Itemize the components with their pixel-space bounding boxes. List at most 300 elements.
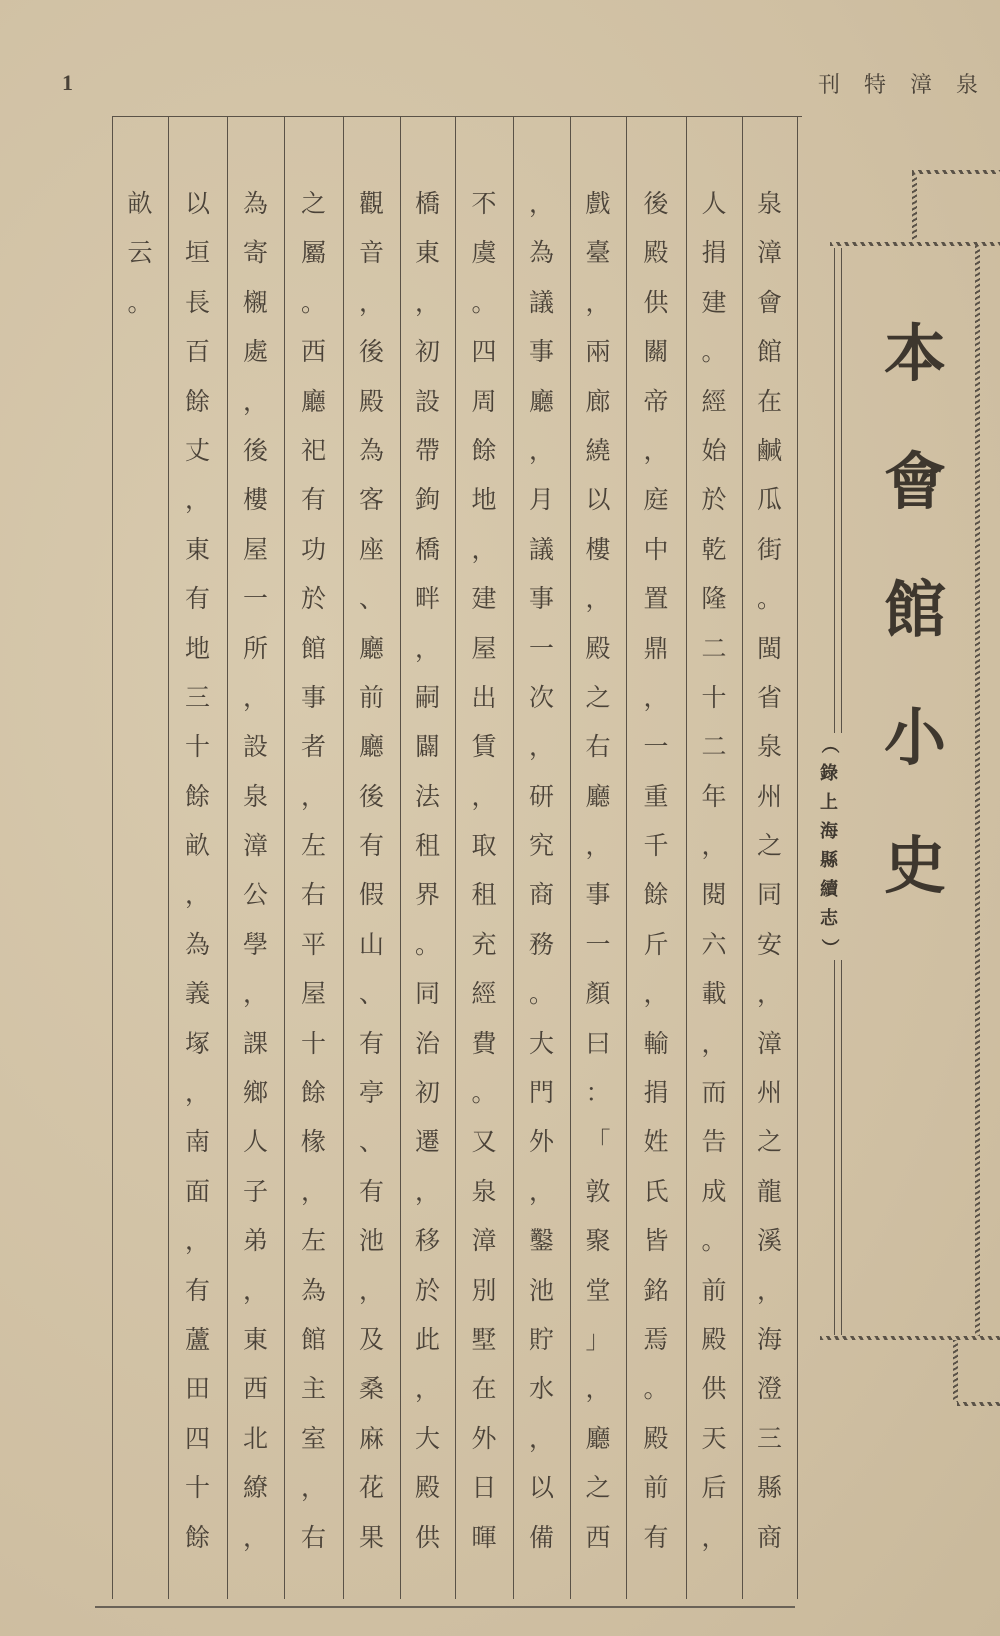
text-char: 百 [184, 337, 210, 367]
text-char: 縣 [756, 1473, 782, 1503]
text-char: 殿 [414, 1473, 440, 1503]
text-char: 為 [358, 435, 384, 465]
text-char: 十 [184, 1473, 210, 1503]
text-char: 塚 [184, 1028, 210, 1058]
title-char: 史 [883, 829, 946, 902]
title-char: 小 [883, 701, 946, 774]
text-char: 。 [414, 929, 440, 959]
text-char: 堂 [585, 1275, 611, 1305]
text-char: 屋 [300, 979, 326, 1009]
bottom-rule [95, 1606, 795, 1608]
text-char: 之 [300, 189, 326, 218]
text-char: 。 [127, 287, 153, 317]
subtitle-char: 海 [820, 821, 838, 842]
text-char: 殿 [358, 386, 384, 416]
text-char: ， [242, 386, 268, 416]
text-char: 以 [528, 1473, 554, 1503]
text-char: 帝 [643, 386, 669, 416]
text-char: 後 [242, 435, 268, 465]
text-char: 告 [701, 1127, 727, 1157]
text-char: 重 [643, 781, 669, 811]
text-char: 虞 [471, 238, 497, 268]
text-char: 外 [471, 1423, 497, 1453]
text-char: 墅 [471, 1324, 497, 1354]
text-char: 於 [701, 485, 727, 515]
text-char: 弟 [242, 1226, 268, 1256]
text-char: 別 [471, 1275, 497, 1305]
article-source [814, 730, 844, 962]
text-char: 庭 [643, 485, 669, 515]
text-char: 州 [756, 1078, 782, 1108]
text-char: 後 [358, 337, 384, 367]
text-char: 一 [528, 633, 554, 663]
text-char: 觀 [358, 189, 384, 218]
text-char: 云 [127, 238, 153, 268]
text-char: ， [528, 435, 554, 465]
text-char: 有 [300, 485, 326, 515]
text-char: 者 [300, 732, 326, 762]
text-char: 桑 [358, 1374, 384, 1404]
subtitle-char: 上 [820, 792, 838, 813]
text-char: 橋 [414, 189, 440, 218]
text-char: 建 [701, 287, 727, 317]
text-char: 事 [300, 682, 326, 712]
text-char: 地 [184, 633, 210, 663]
text-char: 經 [471, 979, 497, 1009]
text-char: 租 [471, 880, 497, 910]
text-char: 輸 [643, 1028, 669, 1058]
text-char: 殿 [643, 238, 669, 268]
text-char: ， [643, 979, 669, 1009]
text-char: ， [358, 287, 384, 317]
text-column [626, 179, 686, 1562]
text-char: 以 [184, 189, 210, 218]
text-char: 同 [414, 979, 440, 1009]
text-char: 廳 [358, 732, 384, 762]
text-char: ， [528, 732, 554, 762]
text-char: 繞 [585, 435, 611, 465]
text-char: 南 [184, 1127, 210, 1157]
text-char: 廳 [585, 1423, 611, 1453]
text-char: 音 [358, 238, 384, 268]
text-char: ， [242, 682, 268, 712]
text-column [284, 179, 343, 1562]
text-char: 而 [701, 1078, 727, 1108]
text-char: 館 [300, 1324, 326, 1354]
text-char: 漳 [471, 1226, 497, 1256]
text-char: 義 [184, 979, 210, 1009]
text-char: 館 [300, 633, 326, 663]
text-char: 一 [585, 929, 611, 959]
text-char: 事 [585, 880, 611, 910]
text-char: ， [585, 1374, 611, 1404]
text-char: 座 [358, 534, 384, 564]
text-char: 蘆 [184, 1324, 210, 1354]
text-char: 繚 [242, 1473, 268, 1503]
ornament-border [975, 246, 980, 1336]
title-char: 會 [883, 445, 946, 518]
text-char: 櫬 [242, 287, 268, 317]
text-char: 漳 [756, 238, 782, 268]
text-char: 月 [528, 485, 554, 515]
text-char: 外 [528, 1127, 554, 1157]
text-char: 東 [242, 1324, 268, 1354]
text-char: 公 [242, 880, 268, 910]
text-char: 。 [471, 287, 497, 317]
text-char: 帶 [414, 435, 440, 465]
text-char: 十 [300, 1028, 326, 1058]
text-char: 前 [701, 1275, 727, 1305]
text-char: ， [184, 485, 210, 515]
text-char: ， [184, 880, 210, 910]
text-char: 寄 [242, 238, 268, 268]
text-char: 。 [528, 979, 554, 1009]
text-char: 東 [184, 534, 210, 564]
text-char: 街 [756, 534, 782, 564]
text-char: ， [184, 1078, 210, 1108]
text-column [400, 179, 455, 1562]
text-char: 北 [242, 1423, 268, 1453]
text-char: 隆 [701, 584, 727, 614]
text-char: 龍 [756, 1176, 782, 1206]
text-char: 戲 [585, 189, 611, 218]
text-char: 十 [701, 682, 727, 712]
text-char: ， [414, 1374, 440, 1404]
text-char: 四 [184, 1423, 210, 1453]
text-char: 供 [643, 287, 669, 317]
text-char: 為 [242, 189, 268, 218]
text-char: 椽 [300, 1127, 326, 1157]
text-char: 澄 [756, 1374, 782, 1404]
text-char: 海 [756, 1324, 782, 1354]
text-char: 捐 [701, 238, 727, 268]
title-block [820, 170, 1000, 1410]
text-char: 廳 [358, 633, 384, 663]
text-char: 鄉 [242, 1078, 268, 1108]
text-char: 一 [242, 584, 268, 614]
text-char: 漳 [242, 831, 268, 861]
text-column [570, 179, 626, 1562]
text-char: 皆 [643, 1226, 669, 1256]
text-char: 漳 [756, 1028, 782, 1058]
text-char: 左 [300, 1226, 326, 1256]
text-char: 右 [585, 732, 611, 762]
text-char: 法 [414, 781, 440, 811]
subtitle-char: （ [818, 735, 840, 754]
text-char: ， [701, 1028, 727, 1058]
text-char: 之 [756, 831, 782, 861]
text-char: 畝 [184, 831, 210, 861]
text-char: 閩 [756, 633, 782, 663]
text-char: 山 [358, 929, 384, 959]
text-char: 四 [471, 337, 497, 367]
text-char: 十 [184, 732, 210, 762]
text-char: 初 [414, 337, 440, 367]
text-char: 兩 [585, 337, 611, 367]
text-char: ， [528, 189, 554, 218]
text-char: 亭 [358, 1078, 384, 1108]
text-char: 為 [300, 1275, 326, 1305]
text-char: 廳 [300, 386, 326, 416]
running-head-char: 漳 [909, 73, 932, 98]
text-char: 此 [414, 1324, 440, 1354]
text-char: 次 [528, 682, 554, 712]
text-char: 田 [184, 1374, 210, 1404]
running-head-char: 特 [863, 73, 886, 98]
text-char: 樓 [242, 485, 268, 515]
text-char: 。 [300, 287, 326, 317]
text-char: 闢 [414, 732, 440, 762]
text-char: ， [471, 781, 497, 811]
text-char: ， [701, 1522, 727, 1552]
text-char: ， [414, 633, 440, 663]
text-char: 「 [585, 1127, 611, 1157]
text-char: 三 [756, 1423, 782, 1453]
text-char: 、 [358, 584, 384, 614]
text-char: 餘 [643, 880, 669, 910]
text-char: 初 [414, 1078, 440, 1108]
text-char: 客 [358, 485, 384, 515]
text-char: 事 [528, 584, 554, 614]
text-char: 商 [528, 880, 554, 910]
text-char: 有 [184, 1275, 210, 1305]
text-char: 貯 [528, 1324, 554, 1354]
ornament-border [912, 170, 1000, 174]
text-char: 鉤 [414, 485, 440, 515]
text-char: 子 [242, 1176, 268, 1206]
text-char: ， [300, 781, 326, 811]
text-char: ， [701, 831, 727, 861]
text-char: 西 [300, 337, 326, 367]
text-char: 面 [184, 1176, 210, 1206]
text-char: ， [184, 1226, 210, 1256]
text-char: 賃 [471, 732, 497, 762]
text-char: 殿 [701, 1324, 727, 1354]
page-number: 1 [62, 70, 73, 95]
text-column [513, 179, 570, 1562]
text-char: 主 [300, 1374, 326, 1404]
text-char: 泉 [756, 189, 782, 218]
text-char: 屬 [300, 238, 326, 268]
text-char: 廊 [585, 386, 611, 416]
text-char: 聚 [585, 1226, 611, 1256]
text-char: 顏 [585, 979, 611, 1009]
article-title [880, 290, 950, 930]
text-char: 不 [471, 189, 497, 218]
text-char: 左 [300, 831, 326, 861]
text-char: 有 [358, 1028, 384, 1058]
running-head [816, 68, 980, 99]
text-char: 瓜 [756, 485, 782, 515]
text-char: 銘 [643, 1275, 669, 1305]
text-char: ， [242, 1275, 268, 1305]
text-char: 治 [414, 1028, 440, 1058]
text-char: 三 [184, 682, 210, 712]
text-char: 姓 [643, 1127, 669, 1157]
subtitle-char: 錄 [820, 763, 838, 784]
text-char: 臺 [585, 238, 611, 268]
text-char: 西 [242, 1374, 268, 1404]
text-char: 年 [701, 781, 727, 811]
text-char: 假 [358, 880, 384, 910]
text-char: 取 [471, 831, 497, 861]
text-char: 充 [471, 929, 497, 959]
text-char: ， [643, 435, 669, 465]
text-char: 右 [300, 880, 326, 910]
title-char: 本 [883, 317, 946, 390]
column-rule [797, 117, 798, 1599]
text-char: 麻 [358, 1423, 384, 1453]
text-char: 載 [701, 979, 727, 1009]
text-char: 花 [358, 1473, 384, 1503]
text-char: 安 [756, 929, 782, 959]
text-char: 研 [528, 781, 554, 811]
text-char: 備 [528, 1522, 554, 1552]
text-char: 、 [358, 1127, 384, 1157]
text-char: 中 [643, 534, 669, 564]
text-char: ， [300, 1176, 326, 1206]
text-char: ， [414, 287, 440, 317]
text-char: 州 [756, 781, 782, 811]
text-char: 嗣 [414, 682, 440, 712]
text-char: 池 [528, 1275, 554, 1305]
text-char: 設 [242, 732, 268, 762]
text-char: 二 [701, 633, 727, 663]
text-char: 右 [300, 1522, 326, 1552]
text-char: 成 [701, 1176, 727, 1206]
text-char: 關 [643, 337, 669, 367]
text-column [455, 179, 513, 1562]
text-char: 垣 [184, 238, 210, 268]
text-char: 平 [300, 929, 326, 959]
text-char: 氏 [643, 1176, 669, 1206]
text-char: 畔 [414, 584, 440, 614]
text-char: 。 [701, 337, 727, 367]
text-char: 經 [701, 386, 727, 416]
text-char: 日 [471, 1473, 497, 1503]
text-char: 有 [643, 1522, 669, 1552]
text-char: 餘 [184, 781, 210, 811]
text-char: 前 [643, 1473, 669, 1503]
text-char: 界 [414, 880, 440, 910]
text-char: ， [300, 1473, 326, 1503]
text-char: 餘 [471, 435, 497, 465]
text-char: 餘 [184, 386, 210, 416]
text-char: 東 [414, 238, 440, 268]
text-column [343, 179, 400, 1562]
text-char: 有 [358, 831, 384, 861]
text-char: ， [585, 831, 611, 861]
text-char: 同 [756, 880, 782, 910]
text-char: 為 [184, 929, 210, 959]
text-char: 池 [358, 1226, 384, 1256]
text-char: 建 [471, 584, 497, 614]
text-char: 長 [184, 287, 210, 317]
text-char: 六 [701, 929, 727, 959]
text-char: 供 [414, 1522, 440, 1552]
text-column [686, 179, 742, 1562]
running-head-char: 刊 [817, 73, 840, 98]
text-char: 果 [358, 1522, 384, 1552]
text-char: 大 [414, 1423, 440, 1453]
text-char: 畝 [127, 189, 153, 218]
title-double-rule [834, 248, 842, 733]
text-char: 所 [242, 633, 268, 663]
text-char: 。 [471, 1078, 497, 1108]
text-char: 溪 [756, 1226, 782, 1256]
text-char: ， [528, 1423, 554, 1453]
text-char: 廳 [528, 386, 554, 416]
text-char: 後 [358, 781, 384, 811]
text-char: 議 [528, 287, 554, 317]
text-char: 議 [528, 534, 554, 564]
text-char: ， [585, 287, 611, 317]
text-char: 之 [756, 1127, 782, 1157]
subtitle-char: ） [818, 938, 840, 957]
text-char: 乾 [701, 534, 727, 564]
text-char: 敦 [585, 1176, 611, 1206]
text-char: 地 [471, 485, 497, 515]
text-char: 丈 [184, 435, 210, 465]
text-char: 殿 [585, 633, 611, 663]
text-char: 泉 [756, 732, 782, 762]
text-char: 鑿 [528, 1226, 554, 1256]
text-char: 究 [528, 831, 554, 861]
ornament-border [953, 1340, 958, 1402]
text-char: 遷 [414, 1127, 440, 1157]
text-char: 出 [471, 682, 497, 712]
text-char: 人 [701, 189, 727, 218]
text-char: 室 [300, 1423, 326, 1453]
text-char: 費 [471, 1028, 497, 1058]
text-char: ， [756, 979, 782, 1009]
text-char: ， [414, 1176, 440, 1206]
text-char: 及 [358, 1324, 384, 1354]
body-text-frame [112, 117, 798, 1599]
ornament-border [820, 1336, 1000, 1340]
text-char: 門 [528, 1078, 554, 1108]
text-char: 移 [414, 1226, 440, 1256]
text-char: ， [643, 682, 669, 712]
text-char: 斤 [643, 929, 669, 959]
text-char: 餘 [184, 1522, 210, 1552]
text-char: 祀 [300, 435, 326, 465]
text-char: 置 [643, 584, 669, 614]
text-char: 廳 [585, 781, 611, 811]
text-char: 泉 [242, 781, 268, 811]
text-char: 以 [585, 485, 611, 515]
text-char: 處 [242, 337, 268, 367]
text-char: 會 [756, 287, 782, 317]
text-char: 學 [242, 929, 268, 959]
text-char: 捐 [643, 1078, 669, 1108]
text-char: ， [242, 979, 268, 1009]
subtitle-char: 續 [820, 879, 838, 900]
text-char: 二 [701, 732, 727, 762]
text-char: 租 [414, 831, 440, 861]
text-char: 屋 [471, 633, 497, 663]
ornament-border [957, 1402, 1000, 1406]
column-rule [112, 117, 113, 1599]
subtitle-char: 志 [820, 908, 838, 929]
text-char: 設 [414, 386, 440, 416]
text-char: 始 [701, 435, 727, 465]
text-char: 之 [585, 1473, 611, 1503]
text-char: 之 [585, 682, 611, 712]
text-char: 殿 [643, 1423, 669, 1453]
subtitle-char: 縣 [820, 850, 838, 871]
text-char: 在 [756, 386, 782, 416]
